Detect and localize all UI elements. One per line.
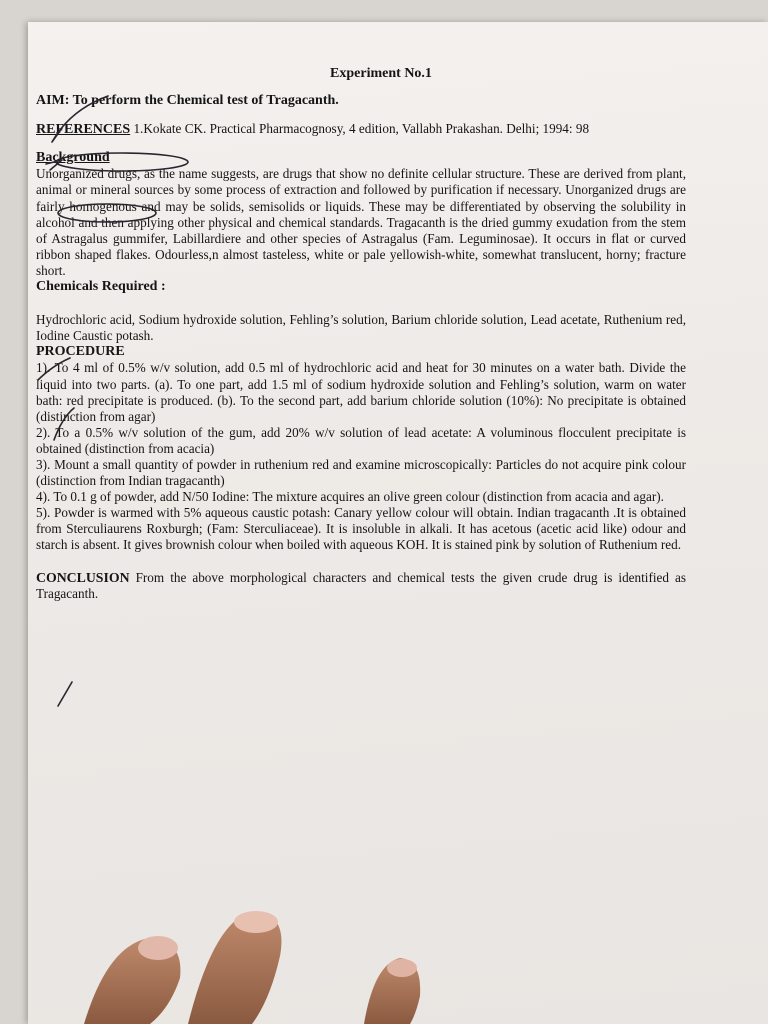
conclusion [36,570,686,602]
chemicals-heading: Chemicals Required : [36,279,166,295]
references-text: 1.Kokate CK. Practical Pharmacognosy, 4 edition, Vallabh Prakashan. Delhi; 1994: 98 [130,121,590,137]
experiment-title: Experiment No.1 [330,66,432,81]
chemicals-list: Hydrochloric acid, Sodium hydroxide solution, Fehling’s solution, Barium chloride solution, Lead acetate, Ruthenium red, Iodine Caustic potash. [36,312,686,344]
procedure-step-4: 4). To 0.1 g of powder, add N/50 Iodine: The mixture acquires an olive green colour (distinction from acacia and agar). [36,489,664,505]
procedure-step-3: 3). Mount a small quantity of powder in ruthenium red and examine microscopically: Particles do not acquire pink colour (distinction from Indian tragacanth) [36,456,686,489]
procedure-step-5: 5). Powder is warmed with 5% aqueous caustic potash: Canary yellow colour will obtain. Indian tragacanth .It is obtained from Sterculiaurens Roxburgh; (Fam: Sterculiaceae). It is insoluble in alkali. It has acetous (acetic acid like) odour and starch is absent. It gives brownish colour when boiled with aqueous KOH. It is stained pink by solution of Ruthenium red. [36,505,686,553]
procedure-step-1: 1). To 4 ml of 0.5% w/v solution, add 0.5 ml of hydrochloric acid and heat for 30 minutes on a water bath. Divide the liquid into two parts. (a). To one part, add 1.5 ml of sodium hydroxide solution and Fehling’s solution, warm on water bath: red precipitate is produced. (b). To the second part, add barium chloride solution (10%): No precipitate is obtained (distinction from agar) [36,360,686,424]
procedure-step-2: 2). To a 0.5% w/v solution of the gum, add 20% w/v solution of lead acetate: A voluminous flocculent precipitate is obtained (distinction from acacia) [36,424,686,456]
document-body [36,66,686,602]
conclusion-text: From the above morphological characters and chemical tests the given crude drug is identified as Tragacanth. [36,569,686,601]
procedure-heading: PROCEDURE [36,344,125,360]
background-heading: Background [36,150,110,166]
fingers-photo [0,900,768,1024]
references [36,121,686,138]
fingers-image [0,900,768,1024]
aim-line: AIM: To perform the Chemical test of Tragacanth. [36,93,339,109]
background-text: Unorganized drugs, as the name suggests, are drugs that show no definite cellular structure. These are derived from plant, animal or mineral sources by some process of extraction and followed by purification if necessary. Unorganized drugs are fairly homogenous and may be solids, semisolids or liquids. These may be differentiated by observing the solubility in alcohol and then applying other physical and chemical standards. Tragacanth is the dried gummy exudation from the stem of Astragalus gummifer, Labillardiere and other species of Astragalus (Fam. Leguminosae). It occurs in flat or curved ribbon shaped flakes. Odourless,n almost tasteless, white or pale yellowish-white, somewhat translucent, horny; fracture short. [36,166,686,278]
references-label: REFERENCES [36,122,131,138]
conclusion-label: CONCLUSION [36,569,130,585]
